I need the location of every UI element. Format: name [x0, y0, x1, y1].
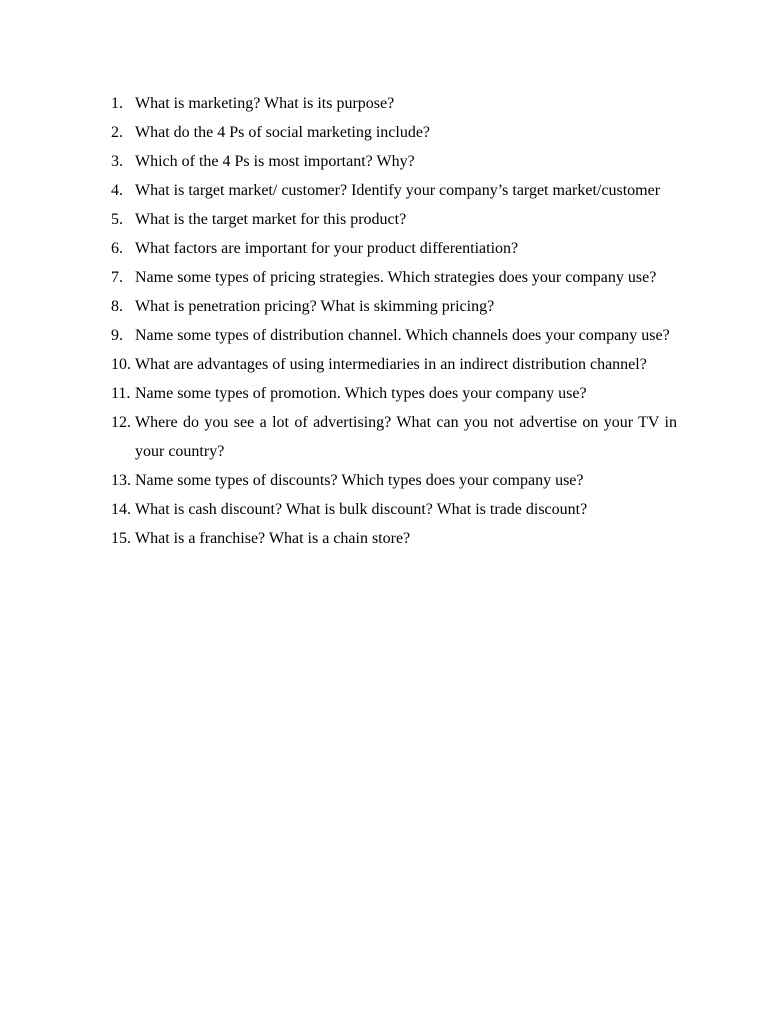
question-number: 1.: [111, 95, 123, 112]
question-text: What is marketing? What is its purpose?: [135, 95, 395, 112]
question-item: [111, 89, 677, 118]
question-item: [111, 176, 677, 205]
question-text: What is cash discount? What is bulk discount? What is trade discount?: [135, 501, 588, 518]
question-text: What factors are important for your product differentiation?: [135, 240, 519, 257]
question-item: [111, 205, 677, 234]
question-text: What do the 4 Ps of social marketing include?: [135, 124, 431, 141]
question-text: Name some types of pricing strategies. Which strategies does your company use?: [135, 269, 657, 286]
question-number: 7.: [111, 269, 123, 286]
question-number: 11.: [111, 385, 131, 402]
question-item: [111, 524, 677, 553]
question-item: [111, 350, 677, 379]
question-number: 14.: [111, 501, 131, 518]
question-item: [111, 495, 677, 524]
question-item: [111, 466, 677, 495]
question-item: [111, 234, 677, 263]
question-item: [111, 321, 677, 350]
question-text: Which of the 4 Ps is most important? Why?: [135, 153, 415, 170]
question-number: 2.: [111, 124, 123, 141]
question-text: Name some types of discounts? Which types does your company use?: [135, 472, 584, 489]
question-item: [111, 147, 677, 176]
question-item: [111, 292, 677, 321]
question-item: [111, 408, 677, 466]
question-number: 8.: [111, 298, 123, 315]
question-number: 12.: [111, 414, 131, 431]
question-text: What is a franchise? What is a chain store?: [135, 530, 411, 547]
question-text: What is penetration pricing? What is skimming pricing?: [135, 298, 495, 315]
question-number: 15.: [111, 530, 131, 547]
question-number: 5.: [111, 211, 123, 228]
question-number: 10.: [111, 356, 131, 373]
question-text: What is target market/ customer? Identify your company’s target market/customer: [135, 182, 661, 199]
question-number: 13.: [111, 472, 131, 489]
question-number: 9.: [111, 327, 123, 344]
question-text: Name some types of promotion. Which types does your company use?: [135, 385, 587, 402]
question-item: [111, 263, 677, 292]
question-number: 6.: [111, 240, 123, 257]
question-number: 3.: [111, 153, 123, 170]
question-text: What is the target market for this product?: [135, 211, 407, 228]
question-item: [111, 379, 677, 408]
question-text: Name some types of distribution channel. Which channels does your company use?: [135, 327, 670, 344]
question-text: Where do you see a lot of advertising? What can you not advertise on your TV in your country?: [135, 414, 677, 460]
question-list: [111, 89, 677, 553]
question-number: 4.: [111, 182, 123, 199]
question-item: [111, 118, 677, 147]
question-text: What are advantages of using intermediaries in an indirect distribution channel?: [135, 356, 647, 373]
